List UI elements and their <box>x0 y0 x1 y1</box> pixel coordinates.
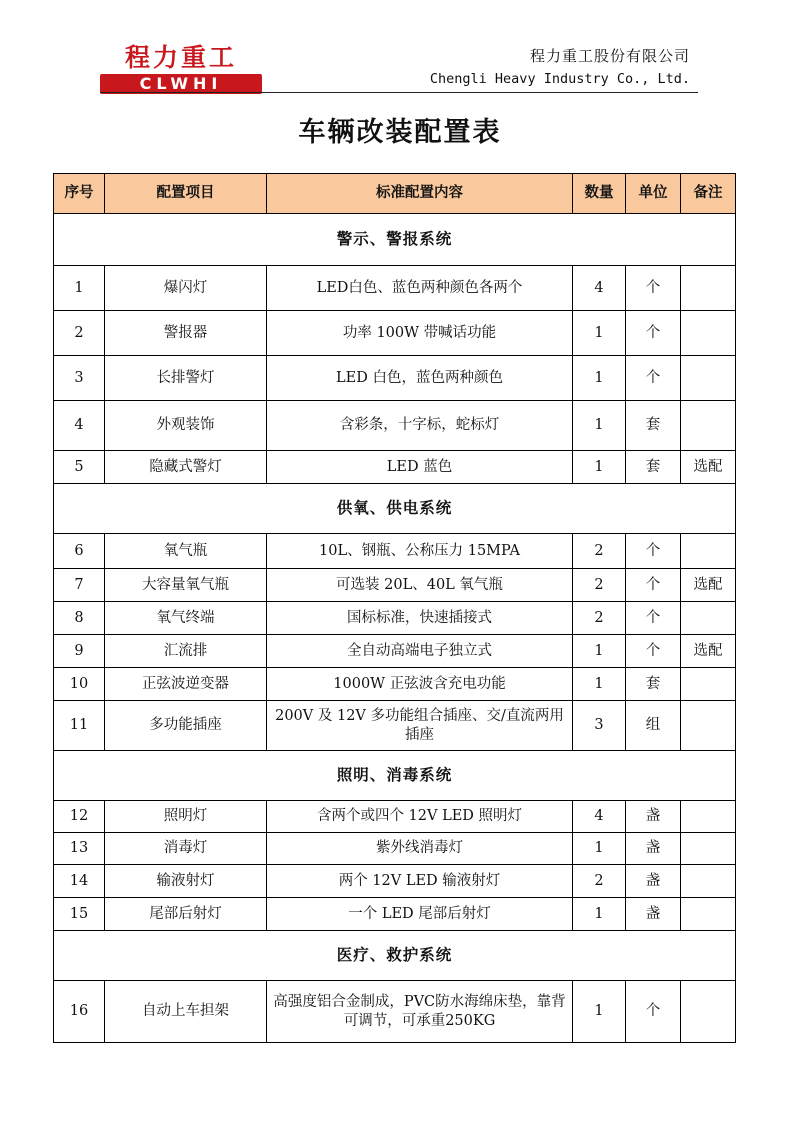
row-quantity: 2 <box>573 602 626 635</box>
row-number: 15 <box>54 898 105 931</box>
row-number: 16 <box>54 981 105 1043</box>
row-content: 含彩条，十字标，蛇标灯 <box>267 401 573 451</box>
row-number: 9 <box>54 635 105 668</box>
row-note <box>681 981 736 1043</box>
row-quantity: 1 <box>573 898 626 931</box>
table-row <box>54 569 736 602</box>
row-unit: 个 <box>626 311 681 356</box>
company-name-block <box>430 46 690 89</box>
row-item: 自动上车担架 <box>105 981 267 1043</box>
row-quantity: 1 <box>573 311 626 356</box>
row-unit: 套 <box>626 451 681 484</box>
row-note <box>681 311 736 356</box>
row-unit: 个 <box>626 356 681 401</box>
section-title: 警示、警报系统 <box>54 214 736 266</box>
company-name-en: Chengli Heavy Industry Co., Ltd. <box>429 71 690 87</box>
row-number: 12 <box>54 801 105 833</box>
row-note: 选配 <box>681 569 736 602</box>
section-title: 医疗、救护系统 <box>54 931 736 981</box>
row-number: 11 <box>54 701 105 751</box>
row-item: 氧气瓶 <box>105 534 267 569</box>
row-item: 长排警灯 <box>105 356 267 401</box>
row-number: 2 <box>54 311 105 356</box>
row-note: 选配 <box>681 451 736 484</box>
row-number: 1 <box>54 266 105 311</box>
row-number: 5 <box>54 451 105 484</box>
row-note <box>681 801 736 833</box>
row-item: 输液射灯 <box>105 865 267 898</box>
row-content: 功率 100W 带喊话功能 <box>267 311 573 356</box>
row-unit: 个 <box>626 635 681 668</box>
row-note: 选配 <box>681 635 736 668</box>
section-title: 供氧、供电系统 <box>54 484 736 534</box>
row-item: 正弦波逆变器 <box>105 668 267 701</box>
row-unit: 盏 <box>626 865 681 898</box>
row-note <box>681 898 736 931</box>
col-header-unit: 单位 <box>626 174 681 214</box>
row-quantity: 2 <box>573 534 626 569</box>
row-item: 大容量氧气瓶 <box>105 569 267 602</box>
row-unit: 个 <box>626 266 681 311</box>
row-content: 10L、钢瓶、公称压力 15MPA <box>267 534 573 569</box>
col-header-content: 标准配置内容 <box>267 174 573 214</box>
document-title: 车辆改装配置表 <box>298 117 502 148</box>
row-quantity: 1 <box>573 635 626 668</box>
table-row <box>54 266 736 311</box>
configuration-table <box>53 173 736 1043</box>
table-row <box>54 668 736 701</box>
col-header-item: 配置项目 <box>105 174 267 214</box>
logo-chinese-text: 程力重工 <box>124 43 237 72</box>
section-title: 照明、消毒系统 <box>54 751 736 801</box>
row-quantity: 2 <box>573 865 626 898</box>
row-note <box>681 401 736 451</box>
row-content: 200V 及 12V 多功能组合插座、交/直流两用插座 <box>267 701 573 751</box>
row-item: 警报器 <box>105 311 267 356</box>
table-row <box>54 635 736 668</box>
row-unit: 套 <box>626 401 681 451</box>
table-row <box>54 833 736 865</box>
company-logo <box>100 44 262 98</box>
row-unit: 个 <box>626 534 681 569</box>
row-number: 6 <box>54 534 105 569</box>
row-unit: 套 <box>626 668 681 701</box>
table-row <box>54 401 736 451</box>
table-row <box>54 898 736 931</box>
row-item: 尾部后射灯 <box>105 898 267 931</box>
table-row <box>54 602 736 635</box>
row-number: 13 <box>54 833 105 865</box>
company-name-cn: 程力重工股份有限公司 <box>529 47 690 65</box>
row-note <box>681 266 736 311</box>
row-note <box>681 534 736 569</box>
row-content: 全自动高端电子独立式 <box>267 635 573 668</box>
row-note <box>681 356 736 401</box>
row-quantity: 1 <box>573 668 626 701</box>
row-content: 国标标准，快速插接式 <box>267 602 573 635</box>
section-header-row <box>54 484 736 534</box>
row-note <box>681 833 736 865</box>
row-content: LED白色、蓝色两种颜色各两个 <box>267 266 573 311</box>
row-quantity: 1 <box>573 833 626 865</box>
row-content: 含两个或四个 12V LED 照明灯 <box>267 801 573 833</box>
row-content: LED 蓝色 <box>267 451 573 484</box>
row-content: 高强度铝合金制成，PVC防水海绵床垫，靠背可调节，可承重250KG <box>267 981 573 1043</box>
col-header-qty: 数量 <box>573 174 626 214</box>
section-header-row <box>54 931 736 981</box>
row-unit: 盏 <box>626 833 681 865</box>
row-number: 7 <box>54 569 105 602</box>
row-item: 多功能插座 <box>105 701 267 751</box>
table-row <box>54 981 736 1043</box>
table-row <box>54 865 736 898</box>
row-content: 一个 LED 尾部后射灯 <box>267 898 573 931</box>
row-quantity: 3 <box>573 701 626 751</box>
header-divider <box>100 92 698 93</box>
row-note <box>681 668 736 701</box>
row-unit: 个 <box>626 569 681 602</box>
row-content: 1000W 正弦波含充电功能 <box>267 668 573 701</box>
row-quantity: 4 <box>573 801 626 833</box>
row-content: LED 白色，蓝色两种颜色 <box>267 356 573 401</box>
col-header-note: 备注 <box>681 174 736 214</box>
row-item: 氧气终端 <box>105 602 267 635</box>
row-content: 紫外线消毒灯 <box>267 833 573 865</box>
row-number: 10 <box>54 668 105 701</box>
row-quantity: 4 <box>573 266 626 311</box>
table-header-row <box>54 174 736 214</box>
row-quantity: 1 <box>573 401 626 451</box>
row-content: 两个 12V LED 输液射灯 <box>267 865 573 898</box>
row-content: 可选装 20L、40L 氧气瓶 <box>267 569 573 602</box>
row-note <box>681 701 736 751</box>
row-number: 4 <box>54 401 105 451</box>
row-unit: 组 <box>626 701 681 751</box>
logo-english-text: CLWHI <box>100 74 262 94</box>
table-row <box>54 311 736 356</box>
table-row <box>54 801 736 833</box>
row-unit: 个 <box>626 981 681 1043</box>
row-quantity: 1 <box>573 981 626 1043</box>
table-row <box>54 701 736 751</box>
row-item: 消毒灯 <box>105 833 267 865</box>
row-item: 爆闪灯 <box>105 266 267 311</box>
row-note <box>681 602 736 635</box>
row-item: 外观装饰 <box>105 401 267 451</box>
row-quantity: 1 <box>573 356 626 401</box>
row-quantity: 2 <box>573 569 626 602</box>
row-note <box>681 865 736 898</box>
row-unit: 个 <box>626 602 681 635</box>
section-header-row <box>54 214 736 266</box>
row-unit: 盏 <box>626 801 681 833</box>
row-number: 14 <box>54 865 105 898</box>
section-header-row <box>54 751 736 801</box>
row-item: 照明灯 <box>105 801 267 833</box>
table-row <box>54 451 736 484</box>
row-item: 汇流排 <box>105 635 267 668</box>
table-row <box>54 534 736 569</box>
row-unit: 盏 <box>626 898 681 931</box>
col-header-no: 序号 <box>54 174 105 214</box>
row-item: 隐藏式警灯 <box>105 451 267 484</box>
row-quantity: 1 <box>573 451 626 484</box>
row-number: 3 <box>54 356 105 401</box>
row-number: 8 <box>54 602 105 635</box>
table-row <box>54 356 736 401</box>
